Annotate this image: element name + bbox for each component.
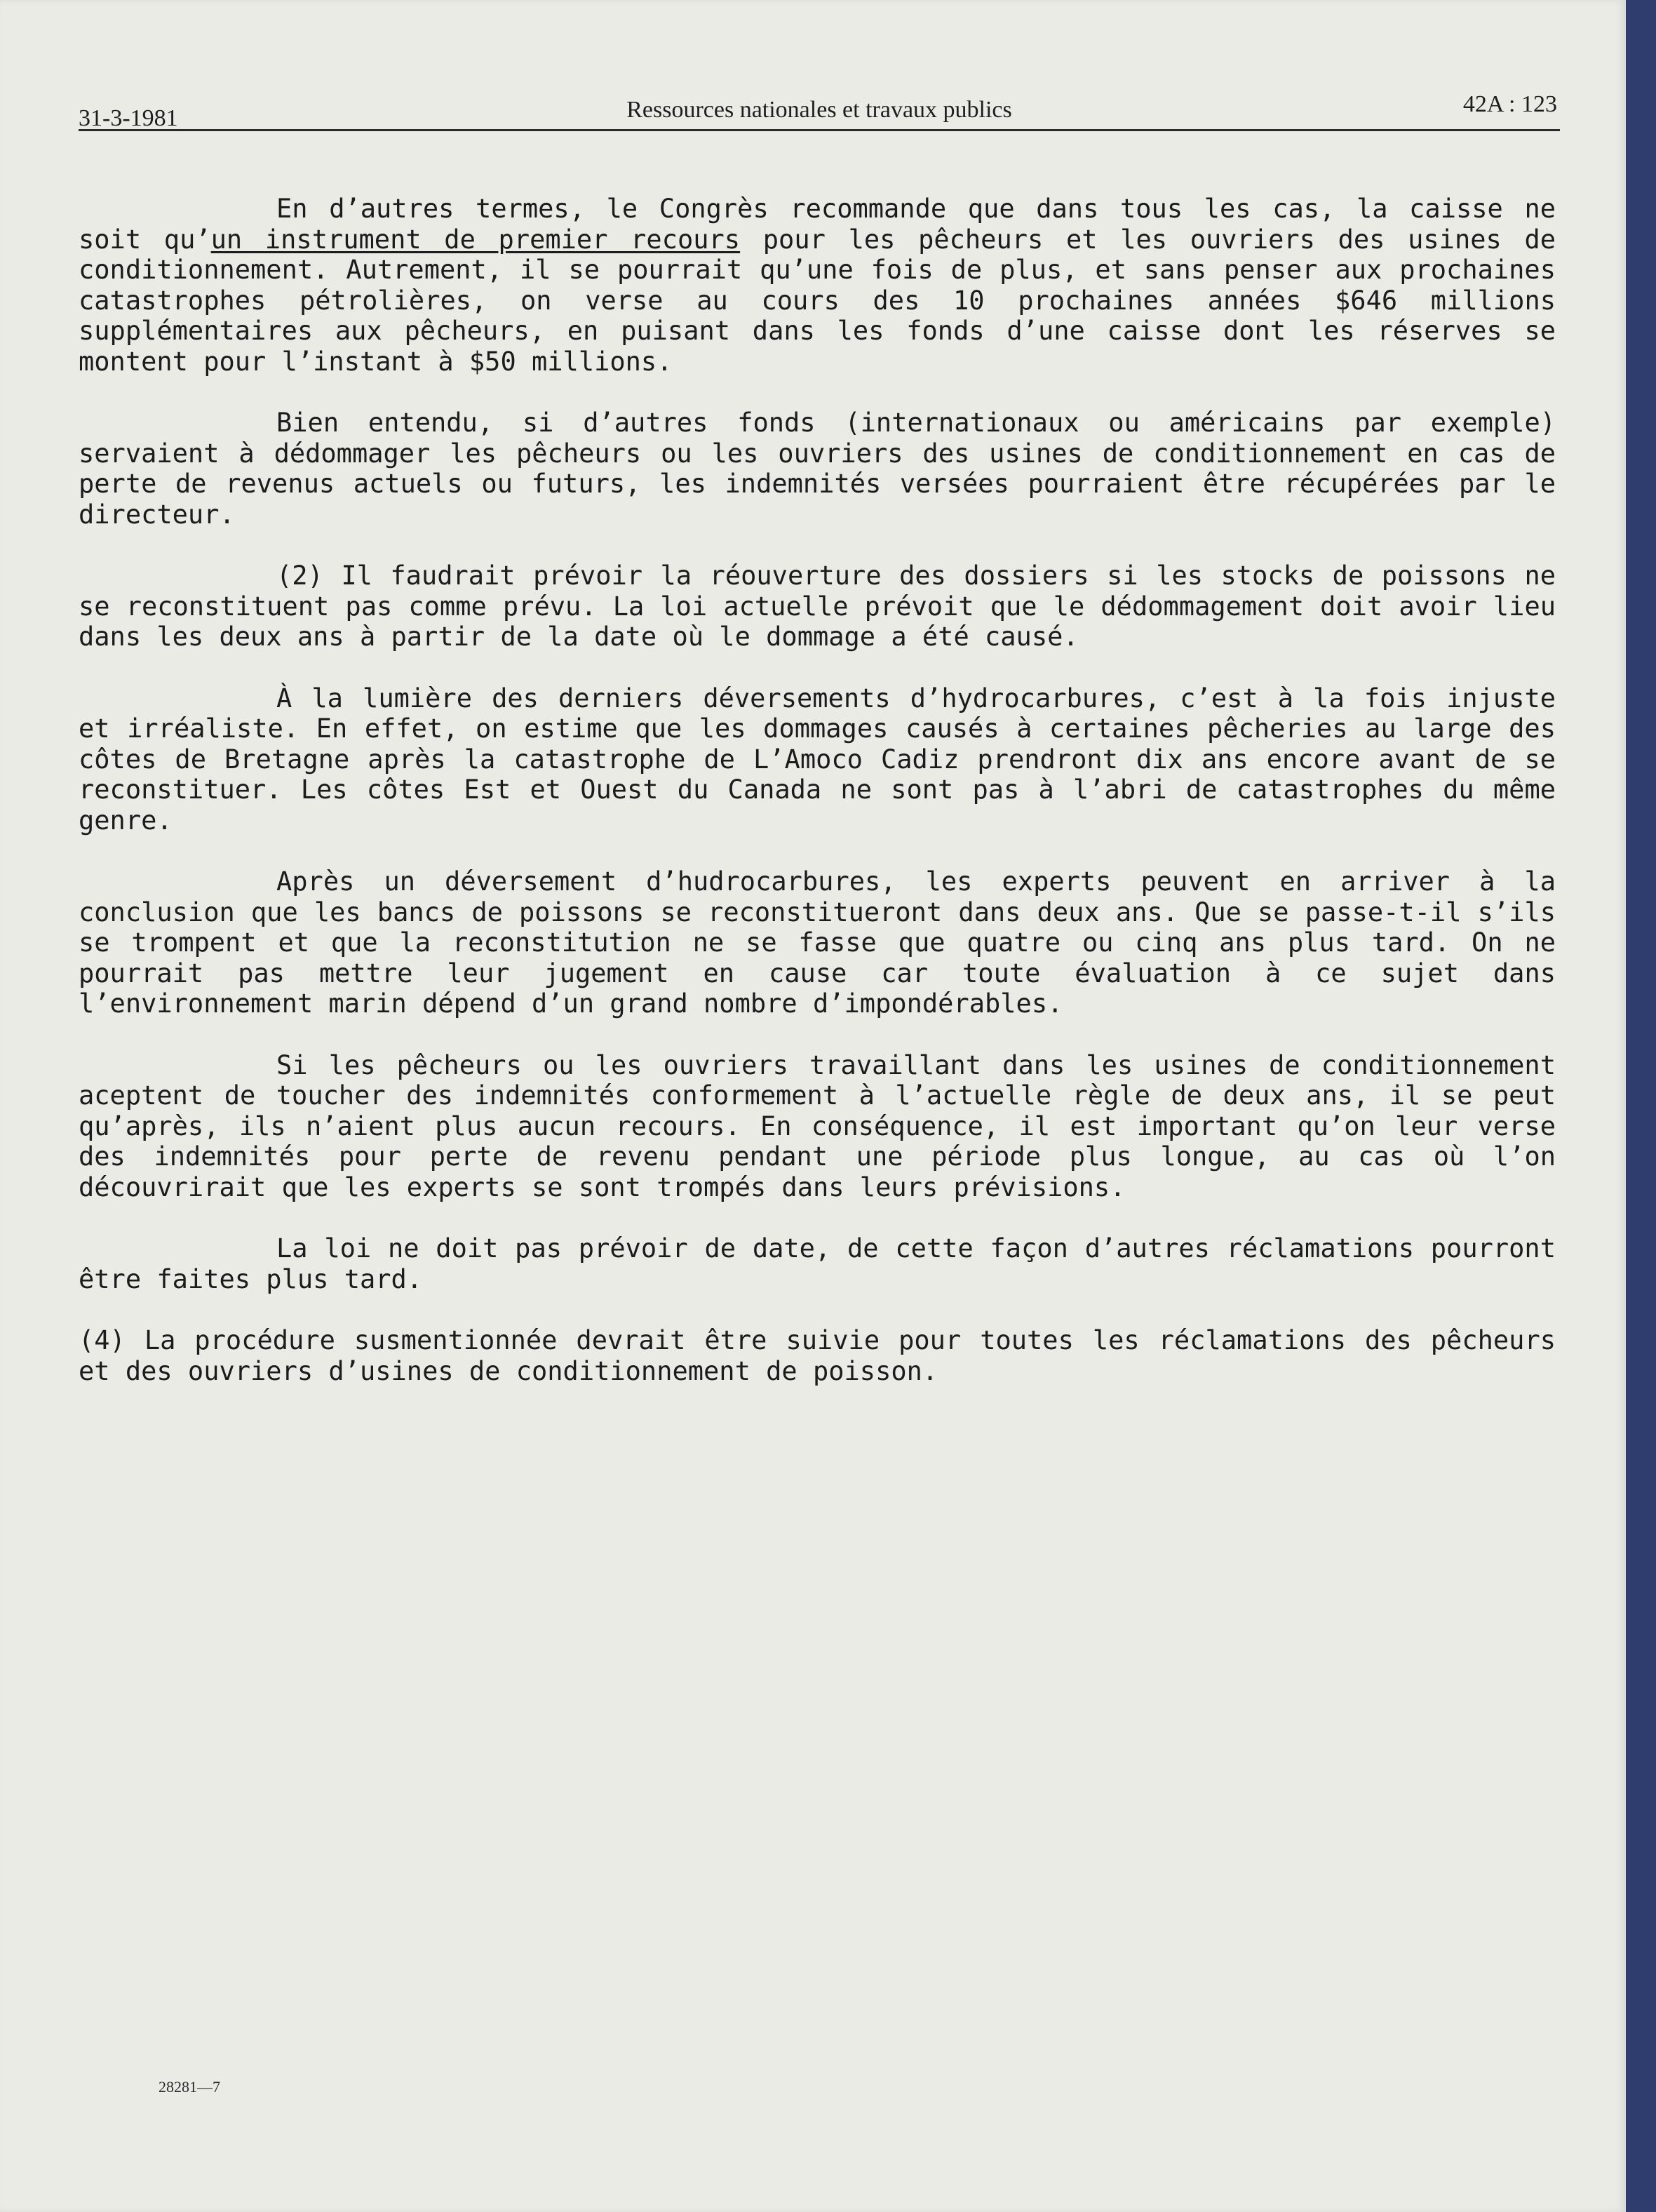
underlined-phrase: un instrument de premier recours xyxy=(210,224,741,255)
header-date: 31-3-1981 xyxy=(79,105,178,131)
paragraph-procedure: (4) La procédure susmentionnée devrait être suivie pour toutes les réclamations des pêcheurs et des ouvriers d’usines de conditionnement de poisson. xyxy=(79,1325,1556,1386)
paragraph-text-before-underline: En d’autres termes, le Congrès recommande que dans tous les cas, la caisse ne soit qu’ xyxy=(79,194,1556,255)
header-title: Ressources nationales et travaux publics xyxy=(626,97,1012,123)
paragraph-caisse-premier-recours xyxy=(79,194,1556,377)
paragraph-reouverture-dossiers: (2) Il faudrait prévoir la réouverture des dossiers si les stocks de poissons ne se reconstituent pas comme prévu. La loi actuelle prévoit que le dédommagement doit avoir lieu dans les deux ans à partir de la date où le dommage a été causé. xyxy=(79,561,1556,652)
paragraph-regle-deux-ans: Si les pêcheurs ou les ouvriers travaillant dans les usines de conditionnement aceptent de toucher des indemnités conformement à l’actuelle règle de deux ans, il se peut qu’après, ils n’aient plus aucun recours. En conséquence, il est important qu’on leur verse des indemnités pour perte de revenu pendant une période plus longue, au cas où l’on découvrirait que les experts se sont trompés dans leurs prévisions. xyxy=(79,1050,1556,1202)
running-header xyxy=(79,88,1560,131)
paragraph-deversements: À la lumière des derniers déversements d’hydrocarbures, c’est à la fois injuste et irréaliste. En effet, on estime que les dommages causés à certaines pêcheries au large des côtes de Bretagne après la catastrophe de L’Amoco Cadiz prendront dix ans encore avant de se reconstituer. Les côtes Est et Ouest du Canada ne sont pas à l’abri de catastrophes du même genre. xyxy=(79,683,1556,836)
paragraph-experts: Après un déversement d’hudrocarbures, les experts peuvent en arriver à la conclusion que les bancs de poissons se reconstitueront dans deux ans. Que se passe-t-il s’ils se trompent et que la reconstitution ne se fasse que quatre ou cinq ans plus tard. On ne pourrait pas mettre leur jugement en cause car toute évaluation à ce sujet dans l’environnement marin dépend d’un grand nombre d’impondérables. xyxy=(79,866,1556,1019)
paragraph-loi-date: La loi ne doit pas prévoir de date, de cette façon d’autres réclamations pourront être faites plus tard. xyxy=(79,1233,1556,1294)
print-code: 28281—7 xyxy=(159,2078,220,2096)
header-page-number: 42A : 123 xyxy=(1462,91,1557,117)
paragraph-text-after-underline: pour les pêcheurs et les ouvriers des usines de conditionnement. Autrement, il se pourrait qu’une fois de plus, et sans penser aux prochaines catastrophes pétrolières, on verse au cours des 10 prochaines années $646 millions supplémentaires aux pêcheurs, en puisant dans les fonds d’une caisse dont les réserves se montent pour l’instant à $50 millions. xyxy=(79,224,1556,377)
document-body xyxy=(79,194,1556,1417)
paragraph-autres-fonds: Bien entendu, si d’autres fonds (internationaux ou américains par exemple) servaient à dédommager les pêcheurs ou les ouvriers des usines de conditionnement en cas de perte de revenus actuels ou futurs, les indemnités versées pourraient être récupérées par le directeur. xyxy=(79,408,1556,530)
